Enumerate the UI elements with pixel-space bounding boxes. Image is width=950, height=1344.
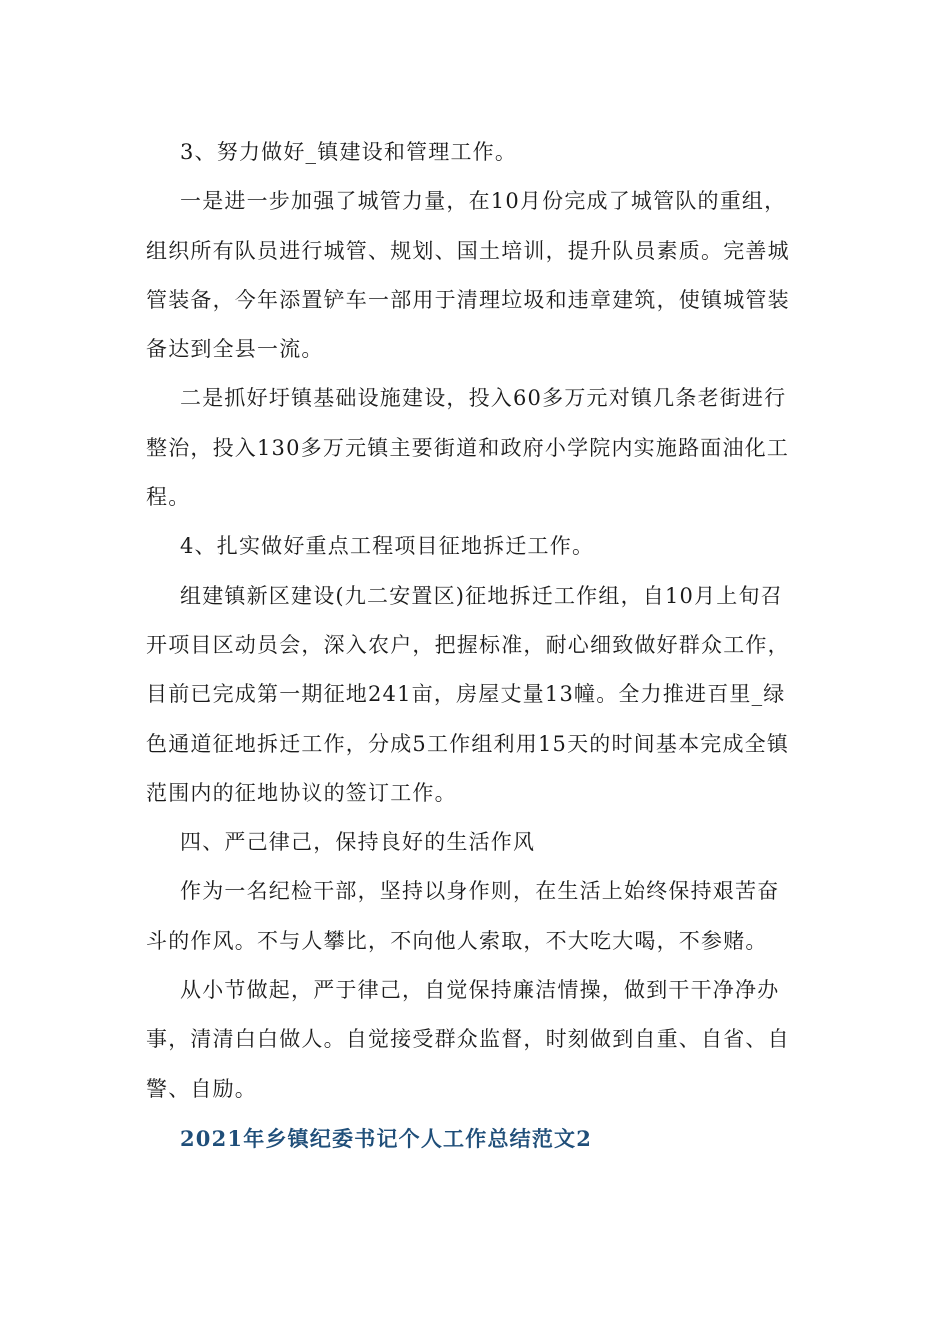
paragraph-self-discipline: 从小节做起，严于律己，自觉保持廉洁情操，做到干干净净办事，清清白白做人。自觉接受群众监督，时刻做到自重、自省、自警、自励。 <box>146 978 790 1101</box>
paragraph-land-requisition: 组建镇新区建设(九二安置区)征地拆迁工作组，自10月上旬召开项目区动员会，深入农户，把握标准，耐心细致做好群众工作，目前已完成第一期征地241亩，房屋丈量13幢。全力推进百里_绿色通道征地拆迁工作，分成5工作组利用15天的时间基本完成全镇范围内的征地协议的签订工作。 <box>146 583 790 805</box>
section-heading: 2021年乡镇纪委书记个人工作总结范文2 <box>180 1125 593 1151</box>
paragraph-item-3-heading: 3、努力做好_镇建设和管理工作。 <box>180 140 518 164</box>
paragraph-urban-management: 一是进一步加强了城管力量，在10月份完成了城管队的重组，组织所有队员进行城管、规划、国土培训，提升队员素质。完善城管装备，今年添置铲车一部用于清理垃圾和违章建筑，使镇城管装备达到全县一流。 <box>146 189 790 362</box>
paragraph-infrastructure: 二是抓好圩镇基础设施建设，投入60多万元对镇几条老街进行整治，投入130多万元镇主要街道和政府小学院内实施路面油化工程。 <box>146 386 790 510</box>
paragraph-item-4-heading: 4、扎实做好重点工程项目征地拆迁工作。 <box>180 534 595 559</box>
document-body <box>146 128 796 1163</box>
paragraph-section-four-heading: 四、严己律己，保持良好的生活作风 <box>180 830 536 855</box>
paragraph-lifestyle: 作为一名纪检干部，坚持以身作则，在生活上始终保持艰苦奋斗的作风。不与人攀比，不向他人索取，不大吃大喝，不参赌。 <box>146 879 780 953</box>
